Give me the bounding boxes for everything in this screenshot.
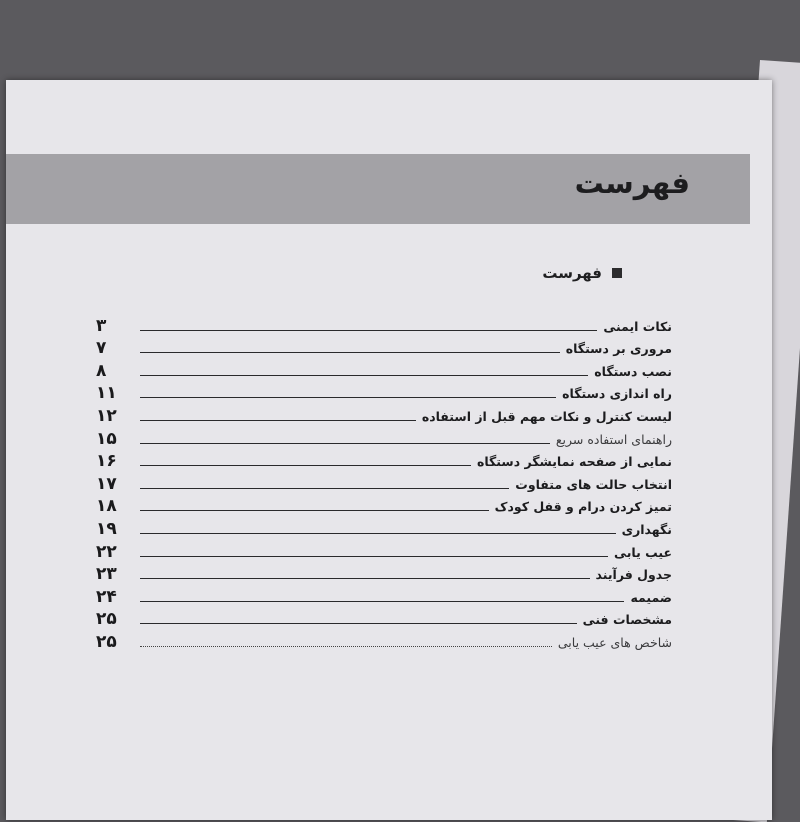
toc-entry-title: راهنمای استفاده سریع	[555, 431, 672, 447]
toc-page-number: ۱۸	[96, 496, 117, 517]
toc-leader-line	[140, 646, 552, 647]
toc-entry[interactable]	[96, 402, 672, 425]
toc-leader-line	[140, 488, 509, 489]
toc-leader-line	[140, 352, 560, 353]
toc-entry[interactable]	[96, 583, 672, 606]
toc-entry[interactable]	[96, 425, 672, 448]
toc-leader-line	[140, 465, 471, 466]
toc-leader-line	[140, 601, 624, 602]
toc-leader-line	[140, 397, 556, 398]
section-title: فهرست	[542, 264, 602, 282]
page-title: فهرست	[574, 166, 690, 200]
toc-entry[interactable]	[96, 357, 672, 380]
toc-entry[interactable]	[96, 515, 672, 538]
document-page	[6, 80, 772, 820]
toc-page-number: ۲۴	[96, 586, 117, 607]
toc-entry[interactable]	[96, 448, 672, 471]
toc-entry[interactable]	[96, 606, 672, 629]
toc-page-number: ۱۵	[96, 428, 117, 449]
toc-page-number: ۱۲	[96, 405, 117, 426]
toc-entry-title: راه اندازی دستگاه	[562, 386, 672, 402]
toc-entry-title: جدول فرآیند	[595, 567, 672, 583]
toc-entry[interactable]	[96, 335, 672, 358]
toc-entry[interactable]	[96, 493, 672, 516]
toc-entry-title: مروری بر دستگاه	[565, 341, 672, 357]
toc-page-number: ۲۵	[96, 631, 117, 652]
section-heading	[542, 264, 622, 282]
toc-entry-title: مشخصات فنی	[582, 612, 672, 628]
toc-page-number: ۸	[96, 360, 107, 381]
toc-entry-title: لیست کنترل و نکات مهم قبل از استفاده	[421, 408, 672, 424]
toc-page-number: ۲۳	[96, 564, 117, 585]
toc-leader-line	[140, 420, 416, 421]
toc-entry-title: ضمیمه	[630, 589, 672, 605]
toc-leader-line	[140, 578, 590, 579]
toc-entry[interactable]	[96, 470, 672, 493]
toc-leader-line	[140, 510, 489, 511]
toc-entry[interactable]	[96, 628, 672, 651]
toc-leader-line	[140, 623, 577, 624]
toc-entry-title: نکات ایمنی	[603, 318, 672, 334]
toc-page-number: ۱۱	[96, 383, 117, 404]
toc-page-number: ۲۵	[96, 609, 117, 630]
toc-entry[interactable]	[96, 561, 672, 584]
toc-entry-title: نصب دستگاه	[594, 363, 672, 379]
toc-page-number: ۷	[96, 338, 107, 359]
toc-leader-line	[140, 375, 588, 376]
toc-entry-title: انتخاب حالت های متفاوت	[515, 476, 672, 492]
toc-leader-line	[140, 443, 550, 444]
toc-leader-line	[140, 556, 608, 557]
square-bullet-icon	[612, 268, 622, 278]
toc-entry-title: نمایی از صفحه نمایشگر دستگاه	[476, 454, 672, 470]
toc-entry-title: تمیز کردن درام و قفل کودک	[494, 499, 672, 515]
table-of-contents	[96, 312, 672, 651]
toc-entry[interactable]	[96, 538, 672, 561]
toc-entry-title: نگهداری	[621, 521, 672, 537]
toc-leader-line	[140, 533, 616, 534]
toc-entry-title: عیب یابی	[614, 544, 672, 560]
toc-page-number: ۱۹	[96, 518, 117, 539]
toc-entry-title: شاخص های عیب یابی	[557, 634, 672, 650]
toc-entry[interactable]	[96, 380, 672, 403]
toc-entry[interactable]	[96, 312, 672, 335]
toc-page-number: ۱۶	[96, 451, 117, 472]
toc-leader-line	[140, 330, 597, 331]
toc-page-number: ۲۲	[96, 541, 117, 562]
toc-page-number: ۳	[96, 315, 107, 336]
toc-page-number: ۱۷	[96, 473, 117, 494]
